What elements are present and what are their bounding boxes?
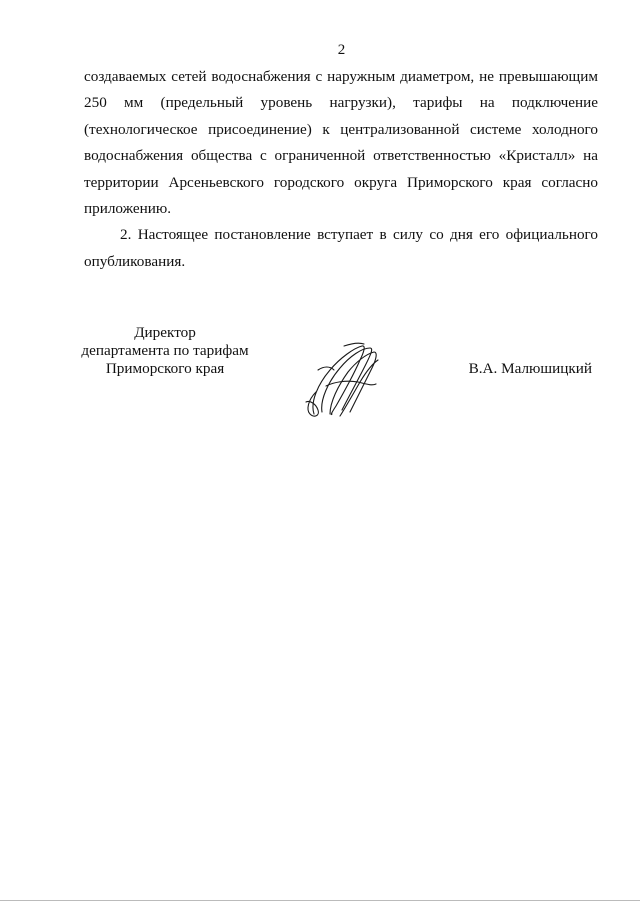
page-number: 2 bbox=[337, 42, 346, 58]
paragraph-1-line-4: водоснабжения общества с ограниченной ответственностью «Кристалл» на bbox=[84, 147, 598, 165]
signatory-position-line-3: Приморского края bbox=[105, 360, 225, 377]
signatory-name: В.А. Малюшицкий bbox=[468, 360, 592, 377]
signature-block bbox=[0, 324, 640, 414]
signatory-position-line-2: департамента по тарифам bbox=[81, 342, 249, 359]
paragraph-1-line-2: 250 мм (предельный уровень нагрузки), тарифы на подключение bbox=[84, 94, 598, 112]
paragraph-1-line-5: территории Арсеньевского городского округа Приморского края согласно bbox=[84, 173, 598, 191]
paragraph-2-line-2: опубликования. bbox=[84, 252, 186, 270]
paragraph-1-line-1: создаваемых сетей водоснабжения с наружным диаметром, не превышающим bbox=[84, 68, 598, 85]
signatory-position bbox=[80, 324, 250, 378]
paragraph-1-line-3: (технологическое присоединение) к централизованной системе холодного bbox=[84, 120, 598, 138]
handwritten-signature bbox=[300, 340, 382, 420]
signatory-position-line-1: Директор bbox=[134, 324, 196, 341]
paragraph-2-line-1: 2. Настоящее постановление вступает в силу со дня его официального bbox=[120, 226, 598, 244]
paragraph-1-line-6: приложению. bbox=[84, 200, 172, 218]
bottom-edge-rule bbox=[0, 900, 640, 901]
document-body bbox=[84, 64, 598, 275]
